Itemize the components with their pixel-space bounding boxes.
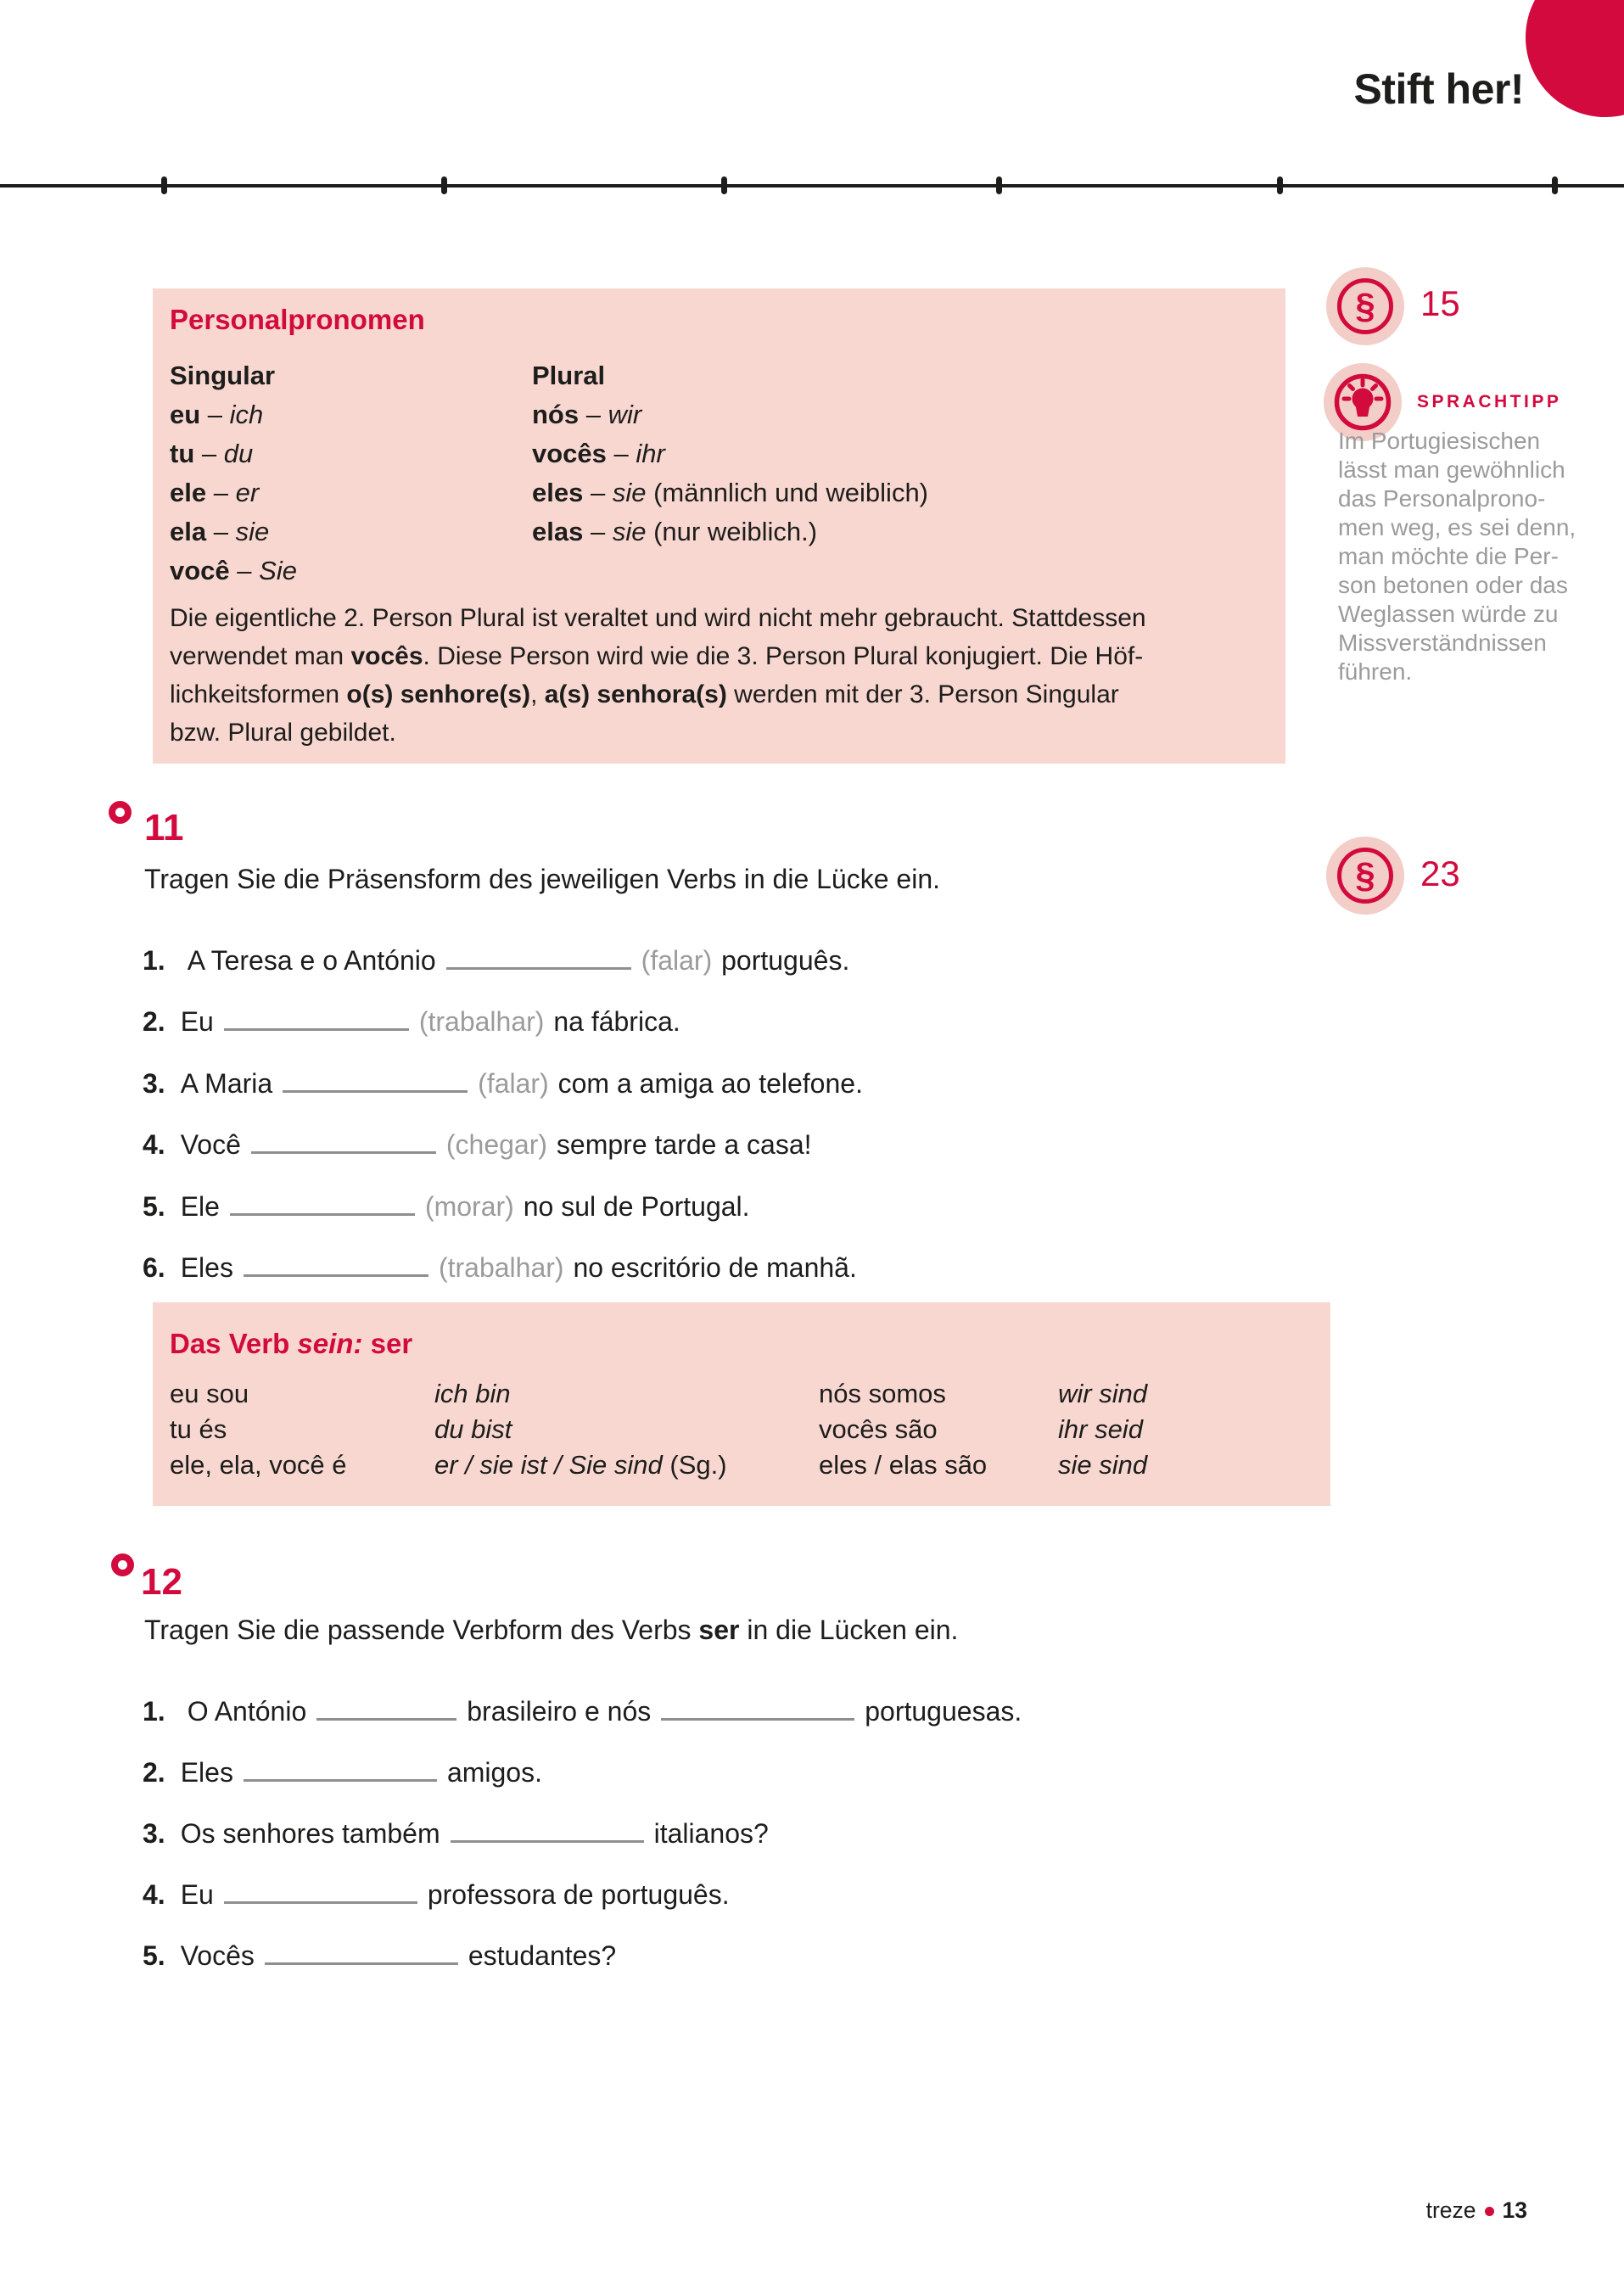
text-segment: ser	[698, 1615, 740, 1645]
pronoun-singular-column	[170, 356, 297, 591]
fill-blank	[251, 1124, 436, 1154]
exercise11-instruction: Tragen Sie die Präsensform des jeweiligen Verbs in die Lücke ein.	[144, 864, 940, 894]
ser-conjugation-table	[170, 1379, 1147, 1486]
paragraph-line	[170, 675, 1146, 714]
exercise-marker-icon	[111, 1553, 134, 1576]
item-text: Eles	[180, 1757, 233, 1788]
item-number: 5.	[143, 1940, 165, 1971]
item-text: A Maria	[180, 1067, 273, 1099]
text-segment: in die Lücken ein.	[739, 1615, 959, 1645]
verb-hint: (morar)	[424, 1190, 514, 1222]
section-sign-glyph: §	[1355, 286, 1375, 326]
tip-line: men weg, es sei denn,	[1338, 514, 1576, 540]
paragraph-section-icon	[1326, 837, 1404, 915]
tip-line: lässt man gewöhnlich	[1338, 456, 1565, 483]
pronoun-row: eu – ich	[170, 400, 264, 429]
text-segment: ser	[362, 1328, 413, 1359]
item-text: português.	[721, 945, 850, 976]
ser-cell-de-plural: wir sind	[1058, 1379, 1148, 1408]
exercise-item	[143, 1186, 750, 1223]
text-segment: . Diese Person wird wie die 3. Person Plural konjugiert. Die Höf-	[423, 642, 1144, 670]
fill-blank	[244, 1247, 428, 1277]
sprachtipp-label: SPRACHTIPP	[1417, 392, 1562, 411]
pronoun-row: vocês – ihr	[532, 439, 665, 468]
exercise-item	[143, 1935, 616, 1972]
page-title: Stift her!	[1353, 65, 1524, 113]
ser-cell-pt-singular: eu sou	[170, 1379, 249, 1408]
section-sign-glyph: §	[1355, 855, 1375, 895]
ser-cell-pt-singular: tu és	[170, 1414, 227, 1444]
item-text: Eu	[180, 1879, 214, 1910]
pronoun-row: elas – sie (nur weiblich.)	[532, 517, 818, 546]
exercise-item	[143, 1001, 680, 1038]
fill-blank	[244, 1752, 437, 1782]
fill-blank	[283, 1063, 468, 1093]
exercise-item	[143, 1247, 857, 1284]
item-number: 1.	[143, 1696, 165, 1727]
exercise-item	[143, 1063, 863, 1100]
plural-rows	[532, 395, 928, 551]
tip-line: Weglassen würde zu	[1338, 601, 1559, 627]
pronoun-row: nós – wir	[532, 400, 642, 429]
text-segment: Die eigentliche 2. Person Plural ist veraltet und wird nicht mehr gebraucht. Stattdessen	[170, 604, 1146, 632]
pronoun-row: tu – du	[170, 439, 254, 468]
rule-tick	[996, 176, 1002, 194]
tip-line: Im Portugiesischen	[1338, 428, 1541, 454]
verb-hint: (falar)	[478, 1067, 549, 1099]
text-segment: ,	[530, 680, 545, 708]
fill-blank	[661, 1691, 854, 1721]
item-text: Ele	[180, 1190, 220, 1222]
item-text: Vocês	[180, 1940, 255, 1971]
fill-blank	[316, 1691, 456, 1721]
paragraph-line	[170, 599, 1146, 637]
item-number: 2.	[143, 1006, 165, 1038]
exercise12-number: 12	[141, 1561, 182, 1603]
section-sign-ring	[1337, 278, 1393, 334]
item-text: brasileiro e nós	[467, 1696, 652, 1727]
text-segment: vocês	[350, 642, 423, 670]
footer-page-word: treze	[1425, 2197, 1476, 2223]
tip-line: das Personalprono-	[1338, 485, 1546, 512]
fill-blank	[224, 1874, 417, 1904]
ser-cell-pt-plural: vocês são	[819, 1414, 938, 1444]
ser-cell-de-plural: ihr seid	[1058, 1414, 1143, 1444]
item-number: 3.	[143, 1818, 165, 1849]
fill-blank	[265, 1935, 458, 1965]
fill-blank	[230, 1186, 415, 1216]
tip-line: führen.	[1338, 658, 1413, 685]
rule-tick	[1552, 176, 1558, 194]
ser-cell-de-singular: ich bin	[434, 1379, 511, 1408]
ser-cell-pt-plural: eles / elas são	[819, 1450, 988, 1480]
ser-cell-de-singular: du bist	[434, 1414, 512, 1444]
rule-tick	[161, 176, 167, 194]
item-text: estudantes?	[468, 1940, 617, 1971]
item-text: Você	[180, 1129, 241, 1161]
text-segment: o(s) senhore(s)	[346, 680, 531, 708]
item-text: Os senhores também	[180, 1818, 440, 1849]
page-footer	[1426, 2197, 1527, 2224]
item-text: amigos.	[446, 1757, 542, 1788]
singular-header: Singular	[170, 361, 276, 390]
exercise11-number: 11	[144, 807, 184, 848]
item-text: no sul de Portugal.	[523, 1190, 750, 1222]
footer-page-number: 13	[1502, 2197, 1527, 2223]
item-text: com a amiga ao telefone.	[557, 1067, 863, 1099]
tip-line: Missverständnissen	[1338, 630, 1547, 656]
exercise-item	[143, 1874, 730, 1911]
fill-blank	[451, 1813, 644, 1843]
pronoun-row: ele – er	[170, 478, 260, 507]
fill-blank	[224, 1001, 409, 1031]
tip-line: man möchte die Per-	[1338, 543, 1559, 569]
exercise-item	[143, 1124, 812, 1161]
ser-grammar-box	[153, 1302, 1330, 1506]
item-text: Eles	[180, 1252, 233, 1283]
rule-tick	[721, 176, 727, 194]
text-segment: werden mit der 3. Person Singular	[726, 680, 1119, 708]
text-segment: Das Verb	[170, 1328, 298, 1359]
item-text: italianos?	[653, 1818, 769, 1849]
item-text: sempre tarde a casa!	[556, 1129, 812, 1161]
item-text: no escritório de manhã.	[573, 1252, 857, 1283]
item-text: O António	[187, 1696, 307, 1727]
tip-line: son betonen oder das	[1338, 572, 1568, 598]
footer-bullet-icon	[1485, 2207, 1494, 2216]
pronoun-row: ela – sie	[170, 517, 270, 546]
item-text: na fábrica.	[553, 1006, 680, 1038]
item-number: 3.	[143, 1067, 165, 1099]
verb-hint: (trabalhar)	[438, 1252, 564, 1283]
item-number: 2.	[143, 1757, 165, 1788]
item-text: portuguesas.	[865, 1696, 1022, 1727]
rule-tick	[441, 176, 447, 194]
item-number: 6.	[143, 1252, 165, 1283]
paragraph-line	[170, 637, 1146, 675]
item-number: 5.	[143, 1190, 165, 1222]
item-text: professora de português.	[427, 1879, 730, 1910]
verb-hint: (trabalhar)	[418, 1006, 545, 1038]
item-number: 4.	[143, 1879, 165, 1910]
fill-blank	[446, 940, 631, 970]
ser-cell-pt-plural: nós somos	[819, 1379, 946, 1408]
exercise-item	[143, 940, 849, 977]
item-number: 1.	[143, 945, 165, 976]
pronoun-row: eles – sie (männlich und weiblich)	[532, 478, 929, 507]
text-segment: sein:	[297, 1328, 363, 1359]
singular-rows	[170, 395, 297, 591]
ser-box-title	[170, 1328, 412, 1360]
rule-tick	[1277, 176, 1283, 194]
pronoun-grammar-box	[153, 288, 1285, 764]
grammar-ref-number-top: 15	[1420, 283, 1460, 323]
exercise-item	[143, 1752, 542, 1788]
item-text: A Teresa e o António	[187, 945, 436, 976]
ser-cell-de-plural: sie sind	[1058, 1450, 1148, 1480]
grammar-ref-number-mid: 23	[1420, 854, 1460, 893]
item-number: 4.	[143, 1129, 165, 1161]
text-segment: a(s) senhora(s)	[544, 680, 727, 708]
text-segment: bzw. Plural gebildet.	[170, 719, 396, 747]
paragraph-line	[170, 714, 1146, 752]
ser-cell-de-singular: er / sie ist / Sie sind (Sg.)	[434, 1450, 727, 1480]
pronoun-plural-column	[532, 356, 928, 551]
verb-hint: (falar)	[641, 945, 713, 976]
exercise-item	[143, 1691, 1022, 1727]
sprachtipp-text	[1338, 427, 1610, 686]
pronoun-row: você – Sie	[170, 556, 297, 585]
exercise-item	[143, 1813, 769, 1850]
text-segment: lichkeitsformen	[170, 680, 347, 708]
verb-hint: (chegar)	[445, 1129, 548, 1161]
exercise-marker-icon	[109, 801, 132, 824]
text-segment: verwendet man	[170, 642, 351, 670]
corner-decoration-circle	[1526, 0, 1624, 117]
text-segment: Tragen Sie die passende Verbform des Verbs	[144, 1615, 699, 1645]
section-sign-ring	[1337, 848, 1393, 904]
header-rule	[0, 184, 1624, 188]
exercise12-instruction	[144, 1615, 958, 1646]
pronoun-note-paragraph	[170, 599, 1146, 752]
item-text: Eu	[180, 1006, 214, 1038]
ser-cell-pt-singular: ele, ela, você é	[170, 1450, 347, 1480]
pronoun-box-title: Personalpronomen	[170, 304, 425, 335]
plural-header: Plural	[532, 361, 606, 390]
paragraph-section-icon	[1326, 267, 1404, 345]
